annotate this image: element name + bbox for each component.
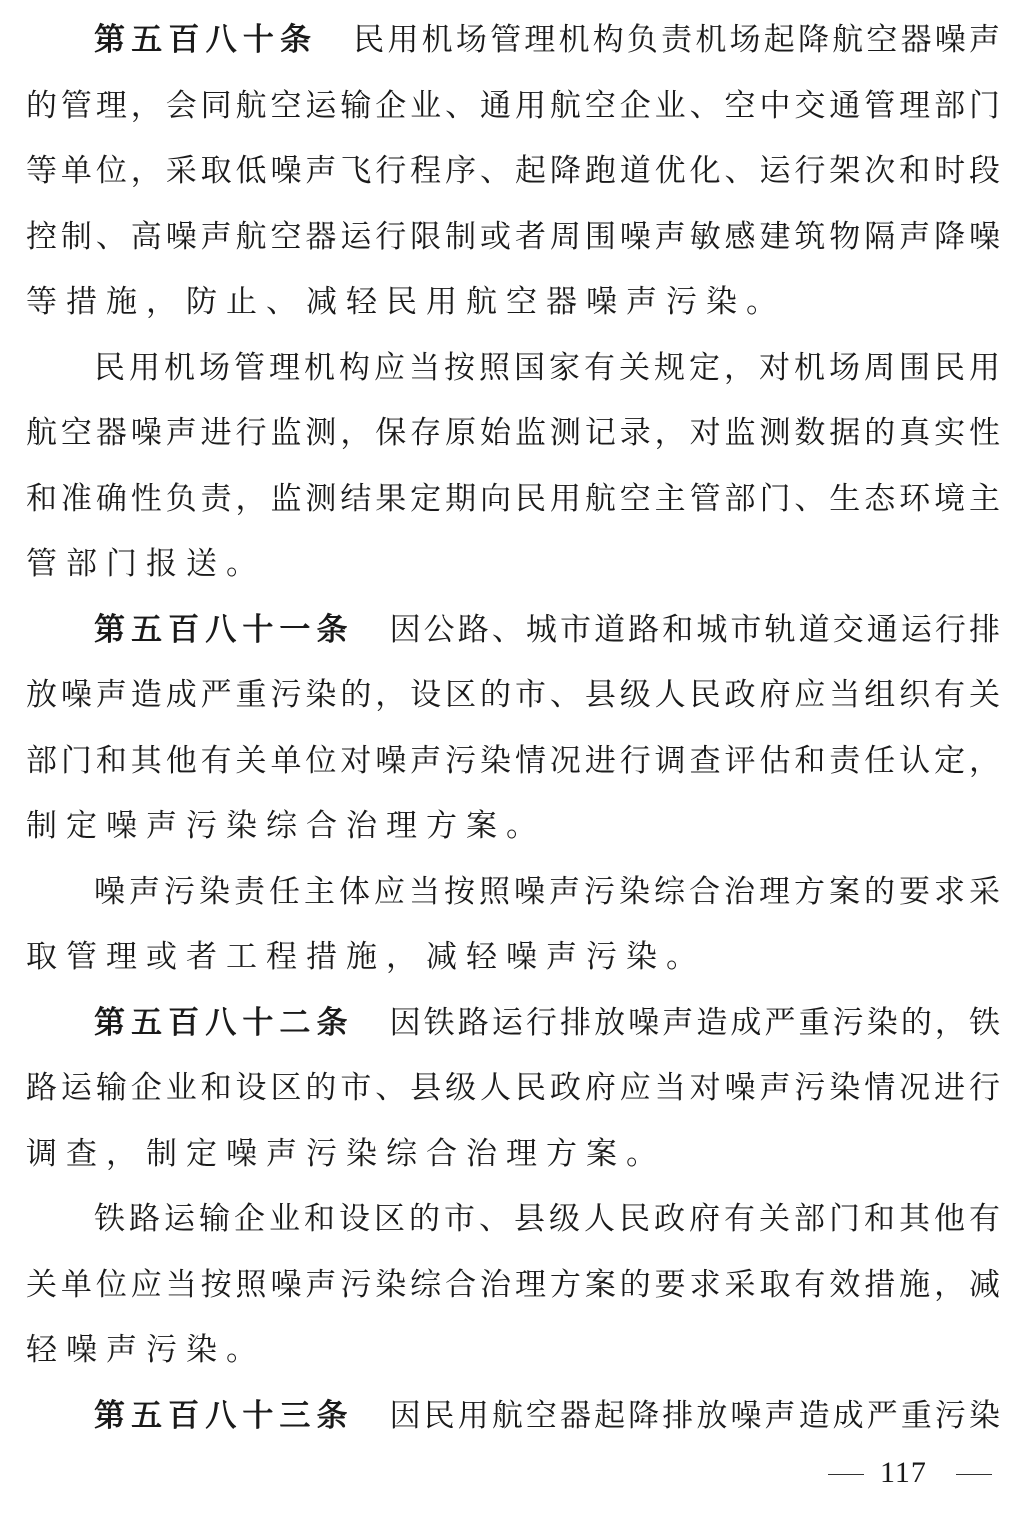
text-line: 等单位，采取低噪声飞行程序、起降跑道优化、运行架次和时段 <box>26 153 1000 189</box>
text-line: 等措施，防止、减轻民用航空器噪声污染。 <box>26 284 786 320</box>
text-line: 部门和其他有关单位对噪声污染情况进行调查评估和责任认定， <box>26 742 1000 779</box>
line-text: 因公路、城市道路和城市轨道交通运行排 <box>389 611 1000 648</box>
text-line: 取管理或者工程措施，减轻噪声污染。 <box>26 939 706 975</box>
text-line: 控制、高噪声航空器运行限制或者周围噪声敏感建筑物隔声降噪 <box>26 218 1000 255</box>
page-number: 117 <box>880 1456 927 1489</box>
text-line: 民用机场管理机构应当按照国家有关规定，对机场周围民用 <box>94 349 1000 386</box>
text-line: 关单位应当按照噪声污染综合治理方案的要求采取有效措施，减 <box>26 1266 1000 1303</box>
paragraph <box>26 1187 1000 1384</box>
text-line <box>26 991 1000 1057</box>
text-line: 调查，制定噪声污染综合治理方案。 <box>26 1135 666 1172</box>
text-line: 铁路运输企业和设区的市、县级人民政府有关部门和其他有 <box>94 1201 1000 1237</box>
text-line: 的管理，会同航空运输企业、通用航空企业、空中交通管理部门 <box>26 87 1000 124</box>
line-text: 因铁路运行排放噪声造成严重污染的，铁 <box>389 1004 1000 1041</box>
document-body <box>26 8 1000 1449</box>
text-line: 噪声污染责任主体应当按照噪声污染综合治理方案的要求采 <box>94 873 1000 910</box>
line-text: 因民用航空器起降排放噪声造成严重污染 <box>389 1397 1000 1434</box>
text-line: 和准确性负责，监测结果定期向民用航空主管部门、生态环境主 <box>26 480 1000 517</box>
text-line <box>26 8 1000 74</box>
article-580 <box>26 8 1000 336</box>
article-heading: 第五百八十三条 <box>94 1397 354 1434</box>
text-line: 管部门报送。 <box>26 546 266 582</box>
text-line: 轻噪声污染。 <box>26 1332 266 1368</box>
paragraph <box>26 860 1000 991</box>
article-583 <box>26 1384 1000 1450</box>
article-582 <box>26 991 1000 1188</box>
text-line: 放噪声造成严重污染的，设区的市、县级人民政府应当组织有关 <box>26 677 1000 713</box>
footer-dash-right <box>956 1474 992 1475</box>
text-line: 航空器噪声进行监测，保存原始监测记录，对监测数据的真实性 <box>26 415 1000 451</box>
footer-dash-left <box>828 1474 864 1475</box>
paragraph <box>26 336 1000 598</box>
line-text: 民用机场管理机构负责机场起降航空器噪声 <box>353 22 1000 58</box>
article-581 <box>26 598 1000 860</box>
article-heading: 第五百八十二条 <box>94 1004 354 1041</box>
article-heading: 第五百八十一条 <box>94 611 354 648</box>
text-line <box>26 598 1000 664</box>
text-line <box>26 1384 1000 1450</box>
article-heading: 第五百八十条 <box>94 22 318 58</box>
text-line: 路运输企业和设区的市、县级人民政府应当对噪声污染情况进行 <box>26 1070 1000 1106</box>
text-line: 制定噪声污染综合治理方案。 <box>26 808 546 844</box>
page-footer <box>0 1450 1024 1498</box>
